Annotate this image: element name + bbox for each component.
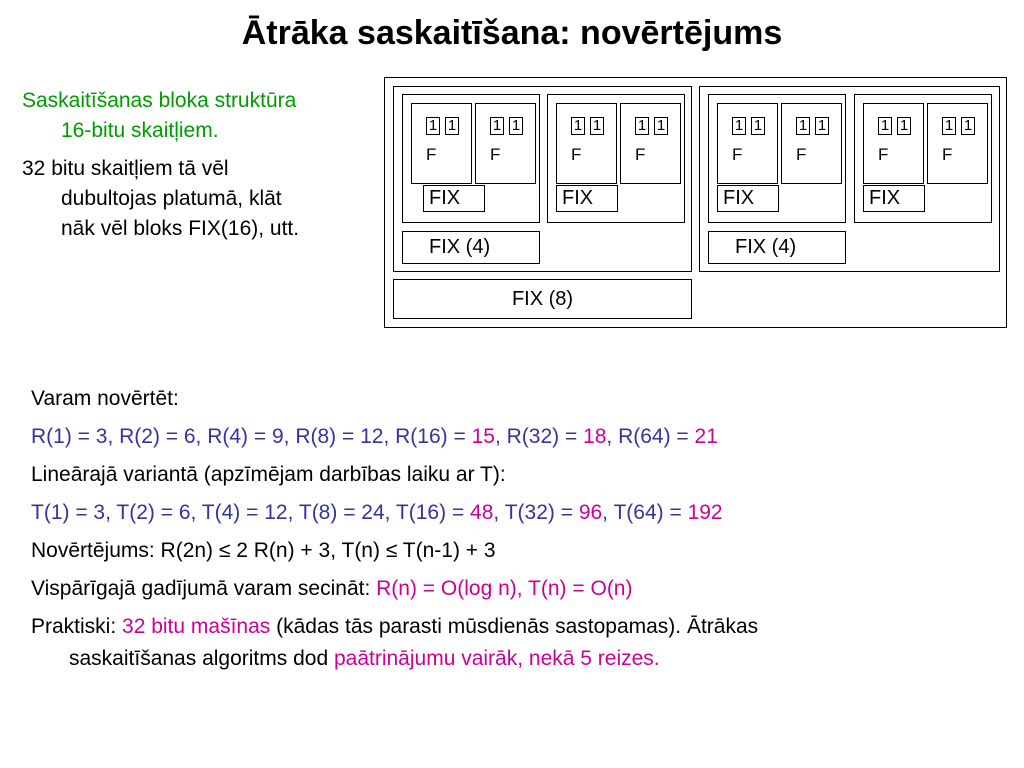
t32-value: 96 <box>578 501 603 524</box>
conclusion-prefix: Vispārīgajā gadījumā varam secināt: <box>31 577 377 600</box>
fix2-label: FIX <box>423 185 485 212</box>
t-values-a: T(1) = 3, T(2) = 6, T(4) = 12, T(8) = 24, T(16) = <box>31 501 471 524</box>
fix4-label: FIX (4) <box>708 231 846 264</box>
bit-cell: 1 <box>509 117 523 135</box>
fix1-unit <box>781 103 842 184</box>
body-line-8 <box>31 640 1001 678</box>
intro-p2-line3: nāk vēl bloks FIX(16), utt. <box>61 217 300 240</box>
conclusion-formula: R(n) = O(log n), T(n) = O(n) <box>376 577 633 600</box>
fix1-unit <box>927 103 988 184</box>
bit-cell: 1 <box>815 117 829 135</box>
bit-cell: 1 <box>426 117 440 135</box>
page-title: Ātrāka saskaitīšana: novērtējums <box>241 14 783 52</box>
fix1-unit <box>475 103 536 184</box>
bit-cell: 1 <box>897 117 911 135</box>
fix1-f-label: F <box>635 145 646 164</box>
speedup-highlight: paātrinājumu vairāk, nekā 5 reizes. <box>333 647 660 670</box>
t16-value: 48 <box>470 501 494 524</box>
bit-cell: 1 <box>590 117 604 135</box>
speedup-prefix: saskaitīšanas algoritms dod <box>69 647 334 670</box>
body-line-r-values <box>31 418 1001 456</box>
fix4-label: FIX (4) <box>402 231 540 264</box>
intro-paragraph-1 <box>22 86 367 146</box>
t-values-c: , T(32) = <box>493 501 579 524</box>
r-values-a: R(1) = 3, R(2) = 6, R(4) = 9, R(8) = 12, R(16) = <box>31 425 472 448</box>
practical-highlight: 32 bitu mašīnas <box>122 615 271 638</box>
fix1-f-label: F <box>796 145 807 164</box>
estimates-text <box>31 380 1001 678</box>
body-line-1: Varam novērtēt: <box>31 387 179 410</box>
intro-p2-line1: 32 bitu skaitļiem tā vēl <box>22 157 229 180</box>
practical-rest: (kādas tās parasti mūsdienās sastopamas). Ātrākas <box>270 615 759 638</box>
r16-value: 15 <box>471 425 495 448</box>
bit-cell: 1 <box>878 117 892 135</box>
t64-value: 192 <box>687 501 723 524</box>
r32-value: 18 <box>583 425 607 448</box>
bit-cell: 1 <box>751 117 765 135</box>
adder-outer-block <box>384 77 1007 328</box>
fix1-f-label: F <box>878 145 889 164</box>
r-values-c: , R(32) = <box>494 425 584 448</box>
fix1-unit <box>717 103 778 184</box>
adder-block-8-right <box>699 86 1000 272</box>
body-line-3: Lineārajā variantā (apzīmējam darbības laiku ar T): <box>31 463 506 486</box>
fix2-label: FIX <box>717 185 779 212</box>
intro-text <box>22 86 367 252</box>
intro-paragraph-2 <box>22 154 367 244</box>
fix1-f-label: F <box>732 145 743 164</box>
fix1-f-label: F <box>942 145 953 164</box>
fix2-label: FIX <box>556 185 618 212</box>
adder-block-4-left <box>402 94 540 223</box>
bit-cell: 1 <box>571 117 585 135</box>
bit-cell: 1 <box>732 117 746 135</box>
bit-cell: 1 <box>654 117 668 135</box>
r-values-e: , R(64) = <box>606 425 695 448</box>
fix1-unit <box>620 103 681 184</box>
bit-cell: 1 <box>961 117 975 135</box>
bit-cell: 1 <box>796 117 810 135</box>
body-line-t-values <box>31 494 1001 532</box>
adder-block-8-left <box>393 86 692 272</box>
fix2-label: FIX <box>863 185 925 212</box>
bit-cell: 1 <box>445 117 459 135</box>
fix1-f-label: F <box>490 145 501 164</box>
body-line-5: Novērtējums: R(2n) ≤ 2 R(n) + 3, T(n) ≤ T(n-1) + 3 <box>31 539 496 562</box>
intro-p1-line2: 16-bitu skaitļiem. <box>61 119 219 142</box>
fix1-f-label: F <box>426 145 437 164</box>
t-values-e: , T(64) = <box>602 501 688 524</box>
bit-cell: 1 <box>635 117 649 135</box>
fix1-unit <box>556 103 617 184</box>
adder-block-4-right <box>854 94 992 223</box>
r64-value: 21 <box>694 425 718 448</box>
bit-cell: 1 <box>942 117 956 135</box>
bit-cell: 1 <box>490 117 504 135</box>
fix1-f-label: F <box>571 145 582 164</box>
intro-p1-line1: Saskaitīšanas bloka struktūra <box>22 89 297 112</box>
fix1-unit <box>863 103 924 184</box>
practical-prefix: Praktiski: <box>31 615 123 638</box>
adder-block-4-right <box>547 94 685 223</box>
adder-block-4-left <box>708 94 846 223</box>
fix8-label: FIX (8) <box>393 279 692 319</box>
fix1-unit <box>411 103 472 184</box>
body-line-6 <box>31 570 1001 608</box>
intro-p2-line2: dubultojas platumā, klāt <box>61 187 282 210</box>
